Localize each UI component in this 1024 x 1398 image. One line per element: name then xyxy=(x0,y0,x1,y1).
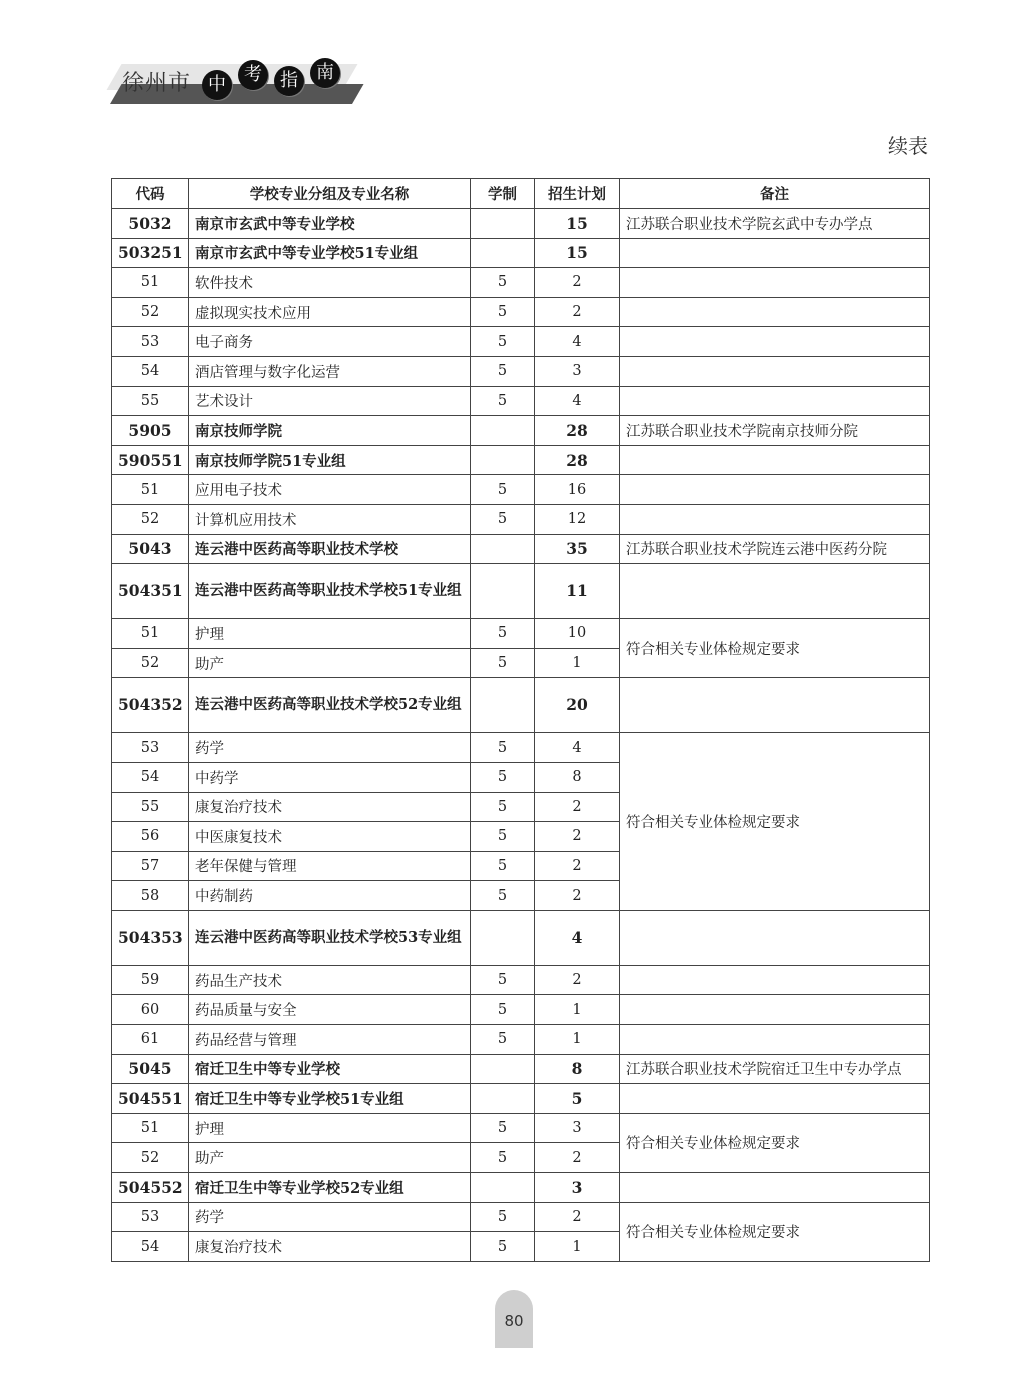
table-row xyxy=(112,1113,930,1143)
row-note xyxy=(620,268,930,298)
row-duration: 5 xyxy=(471,1143,535,1173)
column-header-note: 备注 xyxy=(620,179,930,209)
row-note xyxy=(620,995,930,1025)
row-note xyxy=(620,910,930,965)
row-duration: 5 xyxy=(471,327,535,357)
column-header-name: 学校专业分组及专业名称 xyxy=(189,179,471,209)
table-row xyxy=(112,268,930,298)
table-row xyxy=(112,1173,930,1203)
row-code: 51 xyxy=(112,475,189,505)
row-plan: 2 xyxy=(535,1143,620,1173)
row-name: 药品生产技术 xyxy=(189,965,471,995)
row-duration: 5 xyxy=(471,648,535,678)
row-plan: 28 xyxy=(535,416,620,446)
table-row xyxy=(112,733,930,763)
row-code: 51 xyxy=(112,268,189,298)
row-code: 58 xyxy=(112,881,189,911)
table-row xyxy=(112,564,930,619)
row-code: 52 xyxy=(112,648,189,678)
row-duration: 5 xyxy=(471,995,535,1025)
table-row xyxy=(112,504,930,534)
row-note xyxy=(620,678,930,733)
table-row xyxy=(112,209,930,239)
row-name: 康复治疗技术 xyxy=(189,1232,471,1262)
table-row xyxy=(112,475,930,505)
row-code: 59 xyxy=(112,965,189,995)
table-row xyxy=(112,356,930,386)
row-note xyxy=(620,564,930,619)
row-name: 电子商务 xyxy=(189,327,471,357)
row-name: 连云港中医药高等职业技术学校51专业组 xyxy=(189,564,471,619)
row-note: 江苏联合职业技术学院南京技师分院 xyxy=(620,416,930,446)
row-note: 江苏联合职业技术学院宿迁卫生中专办学点 xyxy=(620,1054,930,1084)
row-duration xyxy=(471,1084,535,1114)
table-row xyxy=(112,238,930,268)
row-plan: 2 xyxy=(535,268,620,298)
row-name: 酒店管理与数字化运营 xyxy=(189,356,471,386)
row-code: 54 xyxy=(112,1232,189,1262)
row-duration: 5 xyxy=(471,475,535,505)
row-duration xyxy=(471,209,535,239)
table-row xyxy=(112,1025,930,1055)
table-row xyxy=(112,445,930,475)
row-name: 南京市玄武中等专业学校 xyxy=(189,209,471,239)
row-duration xyxy=(471,416,535,446)
row-plan: 15 xyxy=(535,209,620,239)
row-name: 助产 xyxy=(189,648,471,678)
row-plan: 2 xyxy=(535,1202,620,1232)
row-name: 康复治疗技术 xyxy=(189,792,471,822)
table-row xyxy=(112,386,930,416)
row-duration: 5 xyxy=(471,762,535,792)
row-name: 计算机应用技术 xyxy=(189,504,471,534)
row-code: 5043 xyxy=(112,534,189,564)
row-duration: 5 xyxy=(471,792,535,822)
column-header-code: 代码 xyxy=(112,179,189,209)
row-plan: 3 xyxy=(535,356,620,386)
row-plan: 15 xyxy=(535,238,620,268)
row-code: 56 xyxy=(112,822,189,852)
row-duration: 5 xyxy=(471,297,535,327)
row-note xyxy=(620,238,930,268)
row-plan: 11 xyxy=(535,564,620,619)
row-name: 南京市玄武中等专业学校51专业组 xyxy=(189,238,471,268)
banner-badge: 考 xyxy=(238,60,268,90)
row-duration: 5 xyxy=(471,619,535,649)
table-row xyxy=(112,534,930,564)
row-duration: 5 xyxy=(471,268,535,298)
row-plan: 35 xyxy=(535,534,620,564)
row-duration xyxy=(471,1173,535,1203)
row-note xyxy=(620,1084,930,1114)
row-duration xyxy=(471,564,535,619)
row-code: 53 xyxy=(112,733,189,763)
row-code: 57 xyxy=(112,851,189,881)
row-duration xyxy=(471,910,535,965)
row-name: 连云港中医药高等职业技术学校52专业组 xyxy=(189,678,471,733)
table-row xyxy=(112,416,930,446)
row-duration: 5 xyxy=(471,1232,535,1262)
row-note xyxy=(620,356,930,386)
row-name: 中医康复技术 xyxy=(189,822,471,852)
row-note xyxy=(620,297,930,327)
row-name: 中药学 xyxy=(189,762,471,792)
table-row xyxy=(112,995,930,1025)
row-duration: 5 xyxy=(471,822,535,852)
banner-badge: 中 xyxy=(202,70,232,100)
row-name: 护理 xyxy=(189,619,471,649)
row-note xyxy=(620,475,930,505)
row-note: 江苏联合职业技术学院连云港中医药分院 xyxy=(620,534,930,564)
table-row xyxy=(112,327,930,357)
row-duration xyxy=(471,445,535,475)
row-name: 中药制药 xyxy=(189,881,471,911)
row-name: 宿迁卫生中等专业学校52专业组 xyxy=(189,1173,471,1203)
row-duration: 5 xyxy=(471,1025,535,1055)
row-duration: 5 xyxy=(471,733,535,763)
row-code: 54 xyxy=(112,356,189,386)
row-name: 药学 xyxy=(189,1202,471,1232)
row-note: 符合相关专业体检规定要求 xyxy=(620,1113,930,1172)
row-name: 应用电子技术 xyxy=(189,475,471,505)
row-plan: 4 xyxy=(535,386,620,416)
banner-city: 徐州市 xyxy=(122,71,192,96)
row-code: 52 xyxy=(112,504,189,534)
table-row xyxy=(112,619,930,649)
row-code: 53 xyxy=(112,1202,189,1232)
row-code: 5032 xyxy=(112,209,189,239)
row-note: 符合相关专业体检规定要求 xyxy=(620,1202,930,1261)
banner-badge: 南 xyxy=(310,58,340,88)
row-duration: 5 xyxy=(471,504,535,534)
row-duration xyxy=(471,1054,535,1084)
row-name: 护理 xyxy=(189,1113,471,1143)
row-code: 5905 xyxy=(112,416,189,446)
row-code: 504352 xyxy=(112,678,189,733)
row-note: 符合相关专业体检规定要求 xyxy=(620,619,930,678)
table-header-row xyxy=(112,179,930,209)
table-row xyxy=(112,678,930,733)
column-header-duration: 学制 xyxy=(471,179,535,209)
row-plan: 4 xyxy=(535,910,620,965)
row-code: 590551 xyxy=(112,445,189,475)
row-code: 60 xyxy=(112,995,189,1025)
row-plan: 10 xyxy=(535,619,620,649)
row-name: 连云港中医药高等职业技术学校 xyxy=(189,534,471,564)
row-code: 55 xyxy=(112,792,189,822)
banner-badge: 指 xyxy=(274,66,304,96)
continued-label: 续表 xyxy=(888,134,928,158)
table-row xyxy=(112,910,930,965)
row-plan: 8 xyxy=(535,1054,620,1084)
row-note xyxy=(620,386,930,416)
row-code: 51 xyxy=(112,1113,189,1143)
row-name: 药学 xyxy=(189,733,471,763)
row-note: 江苏联合职业技术学院玄武中专办学点 xyxy=(620,209,930,239)
row-duration: 5 xyxy=(471,1202,535,1232)
row-note xyxy=(620,504,930,534)
row-duration xyxy=(471,238,535,268)
row-plan: 2 xyxy=(535,297,620,327)
row-note xyxy=(620,1025,930,1055)
row-note xyxy=(620,327,930,357)
row-name: 艺术设计 xyxy=(189,386,471,416)
row-name: 南京技师学院51专业组 xyxy=(189,445,471,475)
row-code: 52 xyxy=(112,297,189,327)
table-row xyxy=(112,1084,930,1114)
row-plan: 28 xyxy=(535,445,620,475)
row-name: 宿迁卫生中等专业学校51专业组 xyxy=(189,1084,471,1114)
enrollment-table xyxy=(111,178,930,1262)
column-header-plan: 招生计划 xyxy=(535,179,620,209)
row-note xyxy=(620,1173,930,1203)
row-plan: 4 xyxy=(535,733,620,763)
row-note xyxy=(620,965,930,995)
row-plan: 2 xyxy=(535,881,620,911)
row-name: 宿迁卫生中等专业学校 xyxy=(189,1054,471,1084)
row-note: 符合相关专业体检规定要求 xyxy=(620,733,930,911)
row-plan: 16 xyxy=(535,475,620,505)
row-plan: 12 xyxy=(535,504,620,534)
row-duration: 5 xyxy=(471,386,535,416)
row-plan: 3 xyxy=(535,1113,620,1143)
row-plan: 2 xyxy=(535,851,620,881)
row-code: 504552 xyxy=(112,1173,189,1203)
row-plan: 8 xyxy=(535,762,620,792)
row-code: 53 xyxy=(112,327,189,357)
row-plan: 4 xyxy=(535,327,620,357)
row-duration: 5 xyxy=(471,881,535,911)
row-duration: 5 xyxy=(471,965,535,995)
table-row xyxy=(112,297,930,327)
row-code: 51 xyxy=(112,619,189,649)
row-code: 5045 xyxy=(112,1054,189,1084)
table-row xyxy=(112,965,930,995)
row-duration xyxy=(471,534,535,564)
row-duration: 5 xyxy=(471,356,535,386)
row-duration: 5 xyxy=(471,1113,535,1143)
row-name: 药品质量与安全 xyxy=(189,995,471,1025)
row-code: 503251 xyxy=(112,238,189,268)
row-name: 助产 xyxy=(189,1143,471,1173)
row-code: 504351 xyxy=(112,564,189,619)
row-plan: 3 xyxy=(535,1173,620,1203)
row-name: 药品经营与管理 xyxy=(189,1025,471,1055)
row-name: 连云港中医药高等职业技术学校53专业组 xyxy=(189,910,471,965)
row-code: 54 xyxy=(112,762,189,792)
row-plan: 20 xyxy=(535,678,620,733)
row-code: 61 xyxy=(112,1025,189,1055)
row-duration xyxy=(471,678,535,733)
row-plan: 1 xyxy=(535,648,620,678)
row-code: 504551 xyxy=(112,1084,189,1114)
row-name: 老年保健与管理 xyxy=(189,851,471,881)
row-code: 504353 xyxy=(112,910,189,965)
row-plan: 2 xyxy=(535,792,620,822)
row-plan: 2 xyxy=(535,965,620,995)
row-plan: 1 xyxy=(535,1025,620,1055)
row-code: 55 xyxy=(112,386,189,416)
row-plan: 1 xyxy=(535,995,620,1025)
row-name: 软件技术 xyxy=(189,268,471,298)
row-code: 52 xyxy=(112,1143,189,1173)
row-name: 南京技师学院 xyxy=(189,416,471,446)
row-duration: 5 xyxy=(471,851,535,881)
row-plan: 5 xyxy=(535,1084,620,1114)
page-number: 80 xyxy=(495,1290,533,1348)
row-name: 虚拟现实技术应用 xyxy=(189,297,471,327)
table-row xyxy=(112,1054,930,1084)
row-note xyxy=(620,445,930,475)
row-plan: 2 xyxy=(535,822,620,852)
header-banner xyxy=(110,56,360,108)
table-row xyxy=(112,1202,930,1232)
row-plan: 1 xyxy=(535,1232,620,1262)
table-body xyxy=(112,209,930,1262)
